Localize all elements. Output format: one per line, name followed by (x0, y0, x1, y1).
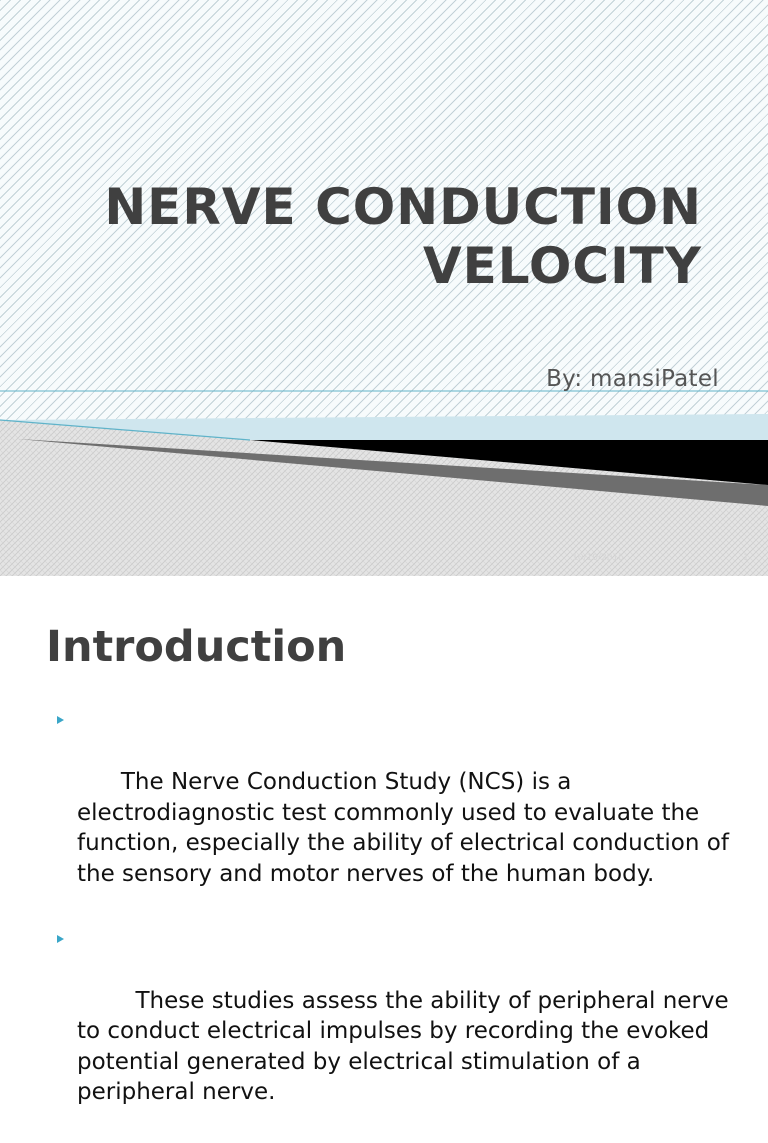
introduction-slide (0, 576, 768, 1105)
bullet-item (56, 925, 736, 1139)
bullet-item (56, 706, 736, 920)
author-subtitle: By: mansiPatel (546, 366, 719, 392)
bullet-list (56, 706, 736, 1143)
footer-date: 10/10/2016 (572, 553, 624, 563)
section-heading: Introduction (46, 622, 347, 672)
slide-number: 1 (743, 553, 749, 563)
bullet-text: The Nerve Conduction Study (NCS) is a electrodiagnostic test commonly used to evaluate the function, especially the ability of electrical conduction of the sensory and motor nerves of the human body. (77, 769, 737, 887)
triangle-right-icon (57, 716, 64, 724)
slide-title: NERVE CONDUCTION VELOCITY (104, 178, 702, 295)
bullet-text: These studies assess the ability of peripheral nerve to conduct electrical impulses by recording the evoked potential generated by electrical stimulation of a peripheral nerve. (77, 987, 736, 1105)
triangle-right-icon (57, 935, 64, 943)
